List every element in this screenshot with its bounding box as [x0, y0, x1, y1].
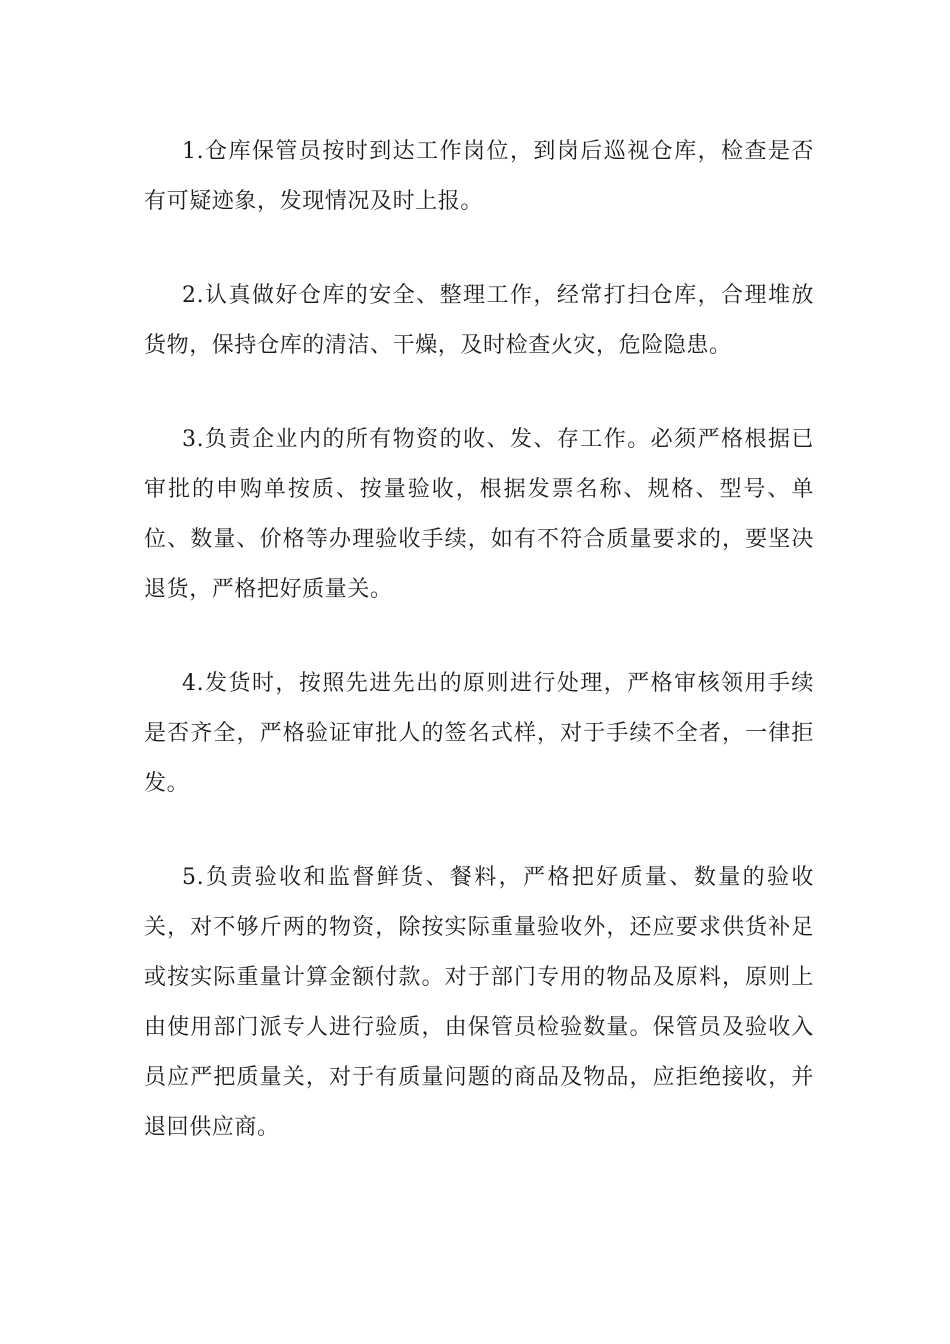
paragraph-2: 2.认真做好仓库的安全、整理工作，经常打扫仓库，合理堆放货物，保持仓库的清洁、干燥，及时检查火灾，危险隐患。: [144, 283, 814, 358]
paragraph-3: 3.负责企业内的所有物资的收、发、存工作。必须严格根据已审批的申购单按质、按量验收，根据发票名称、规格、型号、单位、数量、价格等办理验收手续，如有不符合质量要求的，要坚决退货，严格把好质量关。: [144, 427, 814, 602]
paragraph-5: 5.负责验收和监督鲜货、餐料，严格把好质量、数量的验收关，对不够斤两的物资，除按实际重量验收外，还应要求供货补足或按实际重量计算金额付款。对于部门专用的物品及原料，原则上由使用部门派专人进行验质，由保管员检验数量。保管员及验收入员应严把质量关，对于有质量问题的商品及物品，应拒绝接收，并退回供应商。: [144, 865, 814, 1140]
paragraph-1: 1.仓库保管员按时到达工作岗位，到岗后巡视仓库，检查是否有可疑迹象，发现情况及时上报。: [144, 139, 814, 214]
document-body: [144, 127, 814, 1197]
paragraph-4: 4.发货时，按照先进先出的原则进行处理，严格审核领用手续是否齐全，严格验证审批人的签名式样，对于手续不全者，一律拒发。: [144, 671, 814, 796]
